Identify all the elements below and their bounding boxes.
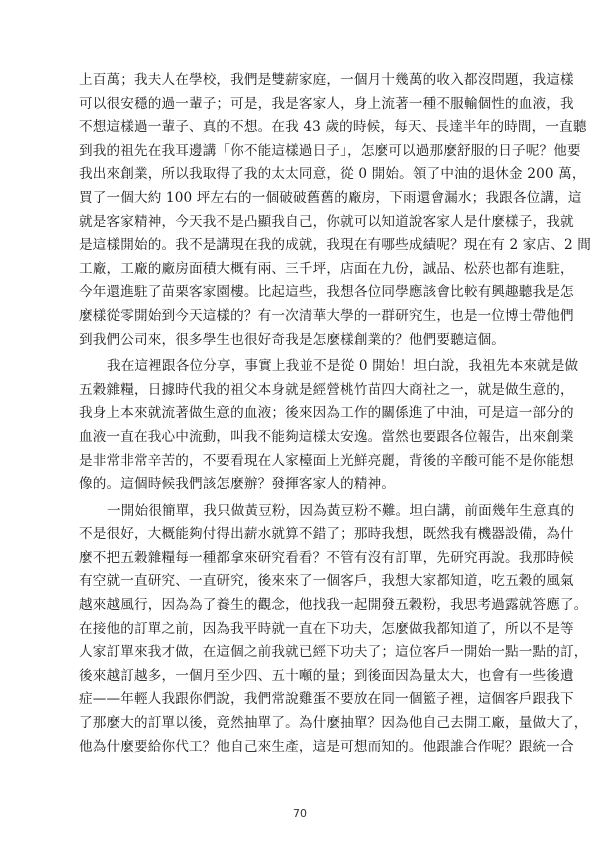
text-line: 上百萬；我夫人在學校，我們是雙薪家庭，一個月十幾萬的收入都沒問題，我這樣 [79,72,574,88]
text-line: 買了一個大約 100 坪左右的一個破破舊舊的廠房，下雨還會漏水；我跟各位講，這 [79,189,582,206]
text-line: 有空就一直研究、一直研究，後來來了一個客戶，我想大家都知道，吃五穀的風氣 [79,573,574,590]
text-line: 麼樣從零開始到今天這樣的？有一次清華大學的一群研究生，也是一位博士帶他們 [79,307,574,324]
text-line: 麼不把五穀雜糧每一種都拿來研究看看？不管有沒有訂單，先研究再說。我那時候 [79,549,574,566]
text-line: 五穀雜糧，日據時代我的祖父本身就是經營桃竹苗四大商社之一，就是做生意的， [79,381,574,398]
text-line: 可以很安穩的過一輩子；可是，我是客家人，身上流著一種不服輸個性的血液，我 [79,95,574,112]
paragraph-2 [79,355,579,497]
text-line: 是非常非常辛苦的，不要看現在人家檯面上光鮮亮麗，背後的辛酸可能不是你能想 [79,452,574,469]
text-line: 到我們公司來，很多學生也很好奇我是怎麼樣創業的？他們要聽這個。 [79,331,506,348]
text-line: 是這樣開始的。我不是講現在我的成就，我現在有哪些成績呢？現在有 2 家店、2 間 [79,237,592,254]
body-text [79,69,592,762]
text-line: 我出來創業，所以我取得了我的太太同意，從 0 開始。領了中油的退休金 200 萬， [79,166,586,183]
page-number: 70 [293,807,307,820]
text-line: 到我的祖先在我耳邊講「你不能這樣過日子」，怎麼可以過那麼舒服的日子呢？他要 [79,142,581,159]
text-line: 我在這裡跟各位分享，事實上我並不是從 0 開始！坦白說，我祖先本來就是做 [107,358,579,375]
text-line: 我身上本來就流著做生意的血液；後來因為工作的關係進了中油，可是這一部分的 [79,405,574,422]
text-line: 在接他的訂單之前，因為我平時就一直在下功夫，怎麼做我都知道了，所以不是等 [79,620,574,637]
text-line: 像的。這個時候我們該怎麼辦？發揮客家人的精神。 [79,476,396,493]
text-line: 後來越訂越多，一個月至少四、五十噸的量；到後面因為量太大，也會有一些後遺 [79,667,574,684]
text-line: 不是很好，大概能夠付得出薪水就算不錯了；那時我想，既然我有機器設備，為什 [79,526,574,543]
text-line: 就是客家精神，今天我不是凸顯我自己，你就可以知道說客家人是什麼樣子，我就 [79,213,574,230]
text-line: 人家訂單來我才做，在這個之前我就已經下功夫了；這位客戶一開始一點一點的訂， [79,644,588,661]
text-line: 越來越風行，因為為了養生的觀念，他找我一起開發五穀粉，我思考過露就答應了。 [79,597,588,614]
text-line: 今年還進駐了苗栗客家園樓。比起這些，我想各位同學應該會比較有興趣聽我是怎 [79,284,574,301]
text-line: 血液一直在我心中流動，叫我不能夠這樣太安逸。當然也要跟各位報告，出來創業 [79,428,574,445]
text-line: 症——年輕人我跟你們說，我們常說雞蛋不要放在同一個籃子裡，這個客戶跟我下 [79,691,574,708]
text-line: 不想這樣過一輩子、真的不想。在我 43 歲的時候，每天、長達半年的時間，一直聽 [79,119,587,136]
text-line: 了那麼大的訂單以後，竟然抽單了。為什麼抽單？因為他自己去開工廠，量做大了， [79,715,588,732]
paragraph-3 [79,500,588,760]
text-line: 工廠，工廠的廠房面積大概有兩、三千坪，店面在九份，誠品、松菸也都有進駐， [79,260,574,277]
text-line: 一開始很簡單，我只做黃豆粉，因為黃豆粉不難。坦白講，前面幾年生意真的 [107,502,575,519]
paragraph-1 [79,69,592,352]
text-line: 他為什麼要給你代工？他自己來生產，這是可想而知的。他跟誰合作呢？跟統一合 [79,738,574,755]
